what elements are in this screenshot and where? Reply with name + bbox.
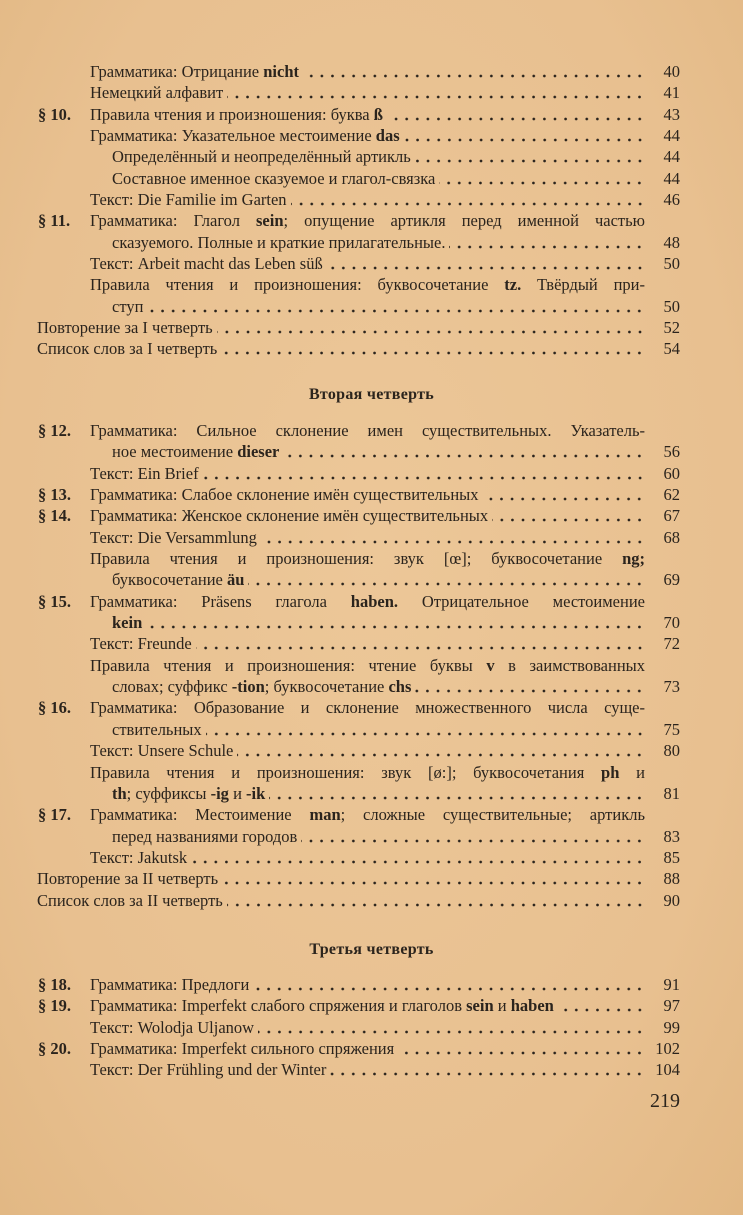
entry-text-bold: sein — [466, 996, 494, 1016]
paragraph-number: § 18. — [38, 975, 71, 994]
toc-entry-continuation — [0, 719, 743, 740]
entry-text-bold: tz. — [504, 275, 522, 295]
toc-entry — [0, 274, 743, 295]
entry-title — [112, 676, 645, 697]
entry-text-part: Правила чтения и произношения: буквосочетание — [90, 275, 505, 295]
entry-text-part: ступ — [112, 296, 144, 316]
entry-title — [112, 168, 645, 189]
entry-text-part: ное местоимение — [112, 442, 238, 462]
entry-text-part: ствительных — [112, 719, 202, 739]
entry-text — [112, 569, 244, 590]
entry-text-bold: kein — [112, 613, 143, 633]
entry-page-number: 104 — [655, 1060, 680, 1080]
toc-entry — [0, 253, 743, 274]
entry-text-part: и — [493, 996, 511, 1016]
toc-entry-continuation — [0, 569, 743, 590]
dot-leader — [203, 463, 645, 484]
entry-text-part: Грамматика: Предлоги — [90, 975, 250, 994]
dot-leader — [330, 1059, 645, 1080]
entry-text-part: сказуемого. Полные и краткие прилагательные. — [112, 232, 446, 252]
toc-entry — [0, 484, 743, 505]
entry-text-bold: -ik — [246, 783, 266, 803]
entry-text — [90, 189, 287, 210]
entry-text-bold: nicht — [263, 62, 300, 81]
entry-page-number: 99 — [663, 1017, 680, 1037]
paragraph-number: § 10. — [38, 104, 71, 124]
entry-page-number: 41 — [663, 83, 680, 103]
toc-entry — [0, 591, 743, 612]
entry-text — [90, 1059, 326, 1080]
entry-text — [90, 633, 192, 654]
entry-text-bold: das — [375, 126, 400, 146]
toc-entry — [0, 527, 743, 548]
entry-text-bold: v — [486, 655, 495, 675]
entry-title — [90, 210, 645, 231]
entry-text-part: Правила чтения и произношения: звук [ø:]; буквосочетания — [90, 762, 602, 782]
entry-title — [37, 317, 645, 338]
entry-text — [90, 104, 383, 125]
toc-entry — [0, 168, 743, 189]
dot-leader — [415, 676, 645, 697]
toc-entry-continuation — [0, 676, 743, 697]
entry-text — [90, 1017, 254, 1038]
entry-page-number: 62 — [663, 485, 680, 505]
toc-section-first-quarter-end — [0, 61, 743, 360]
entry-title — [112, 569, 645, 590]
toc-entry-continuation — [0, 232, 743, 253]
dot-leader — [258, 1017, 645, 1038]
entry-text-part: Грамматика: Глагол — [90, 211, 256, 231]
entry-text-part: Повторение за II четверть — [37, 869, 219, 889]
entry-title — [90, 591, 645, 612]
toc-entry — [0, 1038, 743, 1059]
paragraph-number: § 14. — [38, 506, 71, 526]
entry-page-number: 73 — [663, 677, 680, 697]
dot-leader — [449, 232, 645, 253]
toc-entry-continuation — [0, 296, 743, 317]
entry-text-part: Грамматика: Указательное местоимение — [90, 126, 376, 146]
entry-text-part: Грамматика: Сильное склонение имен существительных. Указатель- — [90, 421, 645, 440]
entry-page-number: 60 — [663, 463, 680, 483]
entry-text — [112, 296, 143, 317]
toc-section-second-quarter — [0, 386, 743, 911]
entry-text — [90, 847, 187, 868]
toc-entry — [0, 847, 743, 868]
toc-entry — [0, 868, 743, 889]
entry-text-part: Грамматика: Слабое склонение имён существительных — [90, 485, 479, 505]
toc-entry — [0, 633, 743, 654]
entry-text — [112, 783, 265, 804]
entry-text — [112, 719, 202, 740]
toc-entry-continuation — [0, 441, 743, 462]
toc-entry — [0, 804, 743, 825]
entry-title — [90, 484, 645, 505]
entry-page-number: 85 — [663, 847, 680, 867]
entry-title — [112, 612, 645, 633]
entry-text — [37, 317, 213, 338]
paragraph-number: § 16. — [38, 698, 71, 718]
entry-title — [90, 505, 645, 526]
entry-title — [112, 146, 645, 167]
entry-text-part: в заимствованных — [494, 655, 645, 675]
toc-entry — [0, 82, 743, 103]
entry-text-part: Грамматика: Imperfekt слабого спряжения и глаголов — [90, 996, 467, 1016]
entry-text — [90, 505, 488, 526]
entry-page-number: 40 — [663, 62, 680, 81]
entry-text — [37, 868, 218, 889]
entry-page-number: 44 — [663, 147, 680, 167]
dot-leader — [482, 484, 645, 505]
toc-entry — [0, 890, 743, 911]
entry-title — [90, 1017, 645, 1038]
toc-entry — [0, 655, 743, 676]
entry-page-number: 97 — [663, 996, 680, 1016]
section-heading: Вторая четверть — [308, 386, 435, 403]
entry-text-bold: chs — [388, 677, 412, 697]
dot-leader — [196, 633, 645, 654]
entry-title — [90, 633, 645, 654]
entry-text-part: словах; суффикс — [112, 677, 232, 697]
entry-title — [90, 995, 645, 1016]
entry-page-number: 46 — [663, 190, 680, 210]
toc-entry — [0, 104, 743, 125]
entry-text-part: Отрицательное местоимение — [398, 591, 645, 611]
entry-title — [90, 82, 645, 103]
entry-title — [90, 974, 645, 995]
toc-entry — [0, 317, 743, 338]
entry-page-number: 81 — [663, 783, 680, 803]
entry-text-bold: ng; — [622, 549, 645, 569]
entry-text-part: Текст: Unsere Schule — [90, 741, 234, 761]
paragraph-number: § 17. — [38, 805, 71, 825]
entry-title — [90, 655, 645, 676]
entry-title — [90, 189, 645, 210]
entry-text — [90, 655, 645, 676]
entry-text — [90, 420, 645, 441]
entry-text-part: ; суффиксы — [126, 783, 211, 803]
entry-text — [112, 146, 411, 167]
paragraph-number: § 12. — [38, 421, 71, 440]
paragraph-number: § 13. — [38, 485, 71, 505]
entry-text — [90, 484, 478, 505]
entry-text-part: ; опущение артикля перед именной частью — [283, 211, 645, 231]
entry-title — [90, 274, 645, 295]
toc-entry — [0, 697, 743, 718]
entry-text — [90, 527, 257, 548]
entry-text-part: ; буквосочетание — [264, 677, 389, 697]
entry-title — [90, 762, 645, 783]
dot-leader — [222, 868, 645, 889]
entry-text — [90, 125, 400, 146]
entry-title — [90, 61, 645, 82]
entry-text — [112, 612, 142, 633]
entry-text — [37, 338, 217, 359]
dot-leader — [415, 146, 645, 167]
entry-title — [90, 527, 645, 548]
entry-text — [90, 548, 645, 569]
dot-leader — [227, 82, 645, 103]
entry-text-part: Текст: Die Familie im Garten — [90, 190, 287, 210]
entry-text — [90, 740, 233, 761]
dot-leader — [221, 338, 645, 359]
toc-entry — [0, 548, 743, 569]
dot-leader — [404, 125, 645, 146]
entry-text-part: перед названиями городов — [112, 826, 298, 846]
entry-text-part: буквосочетание — [112, 570, 227, 590]
entry-page-number: 69 — [663, 570, 680, 590]
toc-entry — [0, 338, 743, 359]
entry-title — [37, 338, 645, 359]
dot-leader — [248, 569, 645, 590]
entry-title — [112, 719, 645, 740]
entry-text-part: Грамматика: Образование и склонение множественного числа суще- — [90, 698, 645, 718]
entry-page-number: 75 — [663, 719, 680, 739]
entry-text — [90, 463, 199, 484]
entry-text-part: Грамматика: Отрицание — [90, 62, 264, 81]
entry-text — [112, 168, 435, 189]
dot-leader — [398, 1038, 645, 1059]
entry-page-number: 50 — [663, 254, 680, 274]
entry-title — [90, 1038, 645, 1059]
entry-text-part: и — [619, 762, 645, 782]
toc-entry — [0, 463, 743, 484]
entry-title — [90, 125, 645, 146]
entry-text — [90, 697, 645, 718]
section-heading: Третья четверть — [309, 941, 434, 958]
entry-text-part: Грамматика: Женское склонение имён существительных — [90, 506, 489, 526]
dot-leader — [227, 890, 645, 911]
toc-entry — [0, 61, 743, 82]
toc-entry-continuation — [0, 783, 743, 804]
entry-text — [37, 890, 223, 911]
dot-leader — [237, 740, 645, 761]
dot-leader — [206, 719, 645, 740]
entry-page-number: 43 — [663, 104, 680, 124]
entry-page-number: 67 — [663, 506, 680, 526]
entry-title — [90, 463, 645, 484]
entry-text-part: Текст: Arbeit macht das Leben süß — [90, 254, 323, 274]
entry-page-number: 54 — [663, 339, 680, 359]
entry-text-bold: -ig — [210, 783, 229, 803]
entry-page-number: 52 — [663, 318, 680, 338]
entry-text — [90, 591, 645, 612]
entry-text-bold: man — [309, 805, 341, 825]
dot-leader — [291, 189, 645, 210]
dot-leader — [327, 253, 645, 274]
dot-leader — [387, 104, 645, 125]
entry-page-number: 91 — [663, 975, 680, 994]
entry-text-part: Текст: Ein Brief — [90, 463, 199, 483]
entry-page-number: 44 — [663, 126, 680, 146]
entry-text — [90, 210, 645, 231]
entry-title — [112, 826, 645, 847]
paragraph-number: § 11. — [38, 211, 71, 231]
entry-text-bold: haben — [510, 996, 554, 1016]
toc-entry-continuation — [0, 612, 743, 633]
entry-text-part: Грамматика: Präsens глагола — [90, 591, 351, 611]
entry-text — [112, 826, 297, 847]
entry-title — [90, 847, 645, 868]
entry-text-part: Твёрдый при- — [521, 275, 645, 295]
entry-page-number: 102 — [655, 1039, 680, 1059]
toc-entry — [0, 420, 743, 441]
dot-leader — [191, 847, 645, 868]
entry-title — [90, 1059, 645, 1080]
entry-title — [90, 804, 645, 825]
dot-leader — [217, 317, 645, 338]
entry-text-part: Текст: Freunde — [90, 634, 192, 654]
dot-leader — [301, 826, 645, 847]
entry-text-part: Повторение за I четверть — [37, 318, 213, 338]
toc-entry — [0, 146, 743, 167]
entry-page-number: 72 — [663, 634, 680, 654]
entry-text-part: Список слов за II четверть — [37, 890, 223, 910]
entry-text-bold: äu — [226, 570, 245, 590]
entry-text — [112, 676, 411, 697]
entry-text — [112, 232, 445, 253]
entry-text-part: Правила чтения и произношения: звук [œ]; буквосочетание — [90, 549, 623, 569]
entry-text — [90, 61, 299, 82]
entry-text — [90, 253, 323, 274]
entry-title — [112, 296, 645, 317]
entry-page-number: 88 — [663, 869, 680, 889]
dot-leader — [283, 441, 645, 462]
entry-title — [37, 868, 645, 889]
dot-leader — [492, 505, 645, 526]
dot-leader — [147, 296, 645, 317]
dot-leader — [261, 527, 645, 548]
paragraph-number: § 19. — [38, 996, 71, 1016]
entry-page-number: 48 — [663, 232, 680, 252]
entry-text-part: Текст: Jakutsk — [90, 847, 188, 867]
entry-text-part: Список слов за I четверть — [37, 339, 218, 359]
entry-page-number: 90 — [663, 890, 680, 910]
entry-page-number: 68 — [663, 527, 680, 547]
entry-page-number: 80 — [663, 741, 680, 761]
entry-text — [90, 1038, 394, 1059]
entry-title — [90, 548, 645, 569]
entry-text-part: Правила чтения и произношения: буква — [90, 104, 374, 124]
entry-text-bold: ph — [601, 762, 620, 782]
toc-entry — [0, 505, 743, 526]
entry-title — [112, 232, 645, 253]
paragraph-number: § 20. — [38, 1039, 71, 1059]
entry-text-bold: dieser — [237, 442, 280, 462]
entry-text-part: Грамматика: Местоимение — [90, 805, 310, 825]
entry-text-part: ; сложные существительные; артикль — [340, 805, 645, 825]
entry-page-number: 83 — [663, 826, 680, 846]
entry-title — [90, 420, 645, 441]
toc-entry — [0, 1059, 743, 1080]
entry-text-bold: th — [112, 783, 127, 803]
entry-text-bold: ß — [373, 104, 383, 124]
entry-text-part: Определённый и неопределённый артикль — [112, 147, 411, 167]
toc-entry — [0, 125, 743, 146]
toc-entry — [0, 1017, 743, 1038]
toc-entry — [0, 995, 743, 1016]
dot-leader — [303, 61, 645, 82]
entry-text-bold: sein — [255, 211, 284, 231]
toc-entry — [0, 740, 743, 761]
entry-title — [90, 740, 645, 761]
entry-title — [112, 441, 645, 462]
entry-title — [90, 697, 645, 718]
entry-page-number: 50 — [663, 296, 680, 316]
entry-text-bold: haben. — [350, 591, 398, 611]
toc-entry — [0, 189, 743, 210]
entry-text-part: Немецкий алфавит — [90, 83, 224, 103]
entry-text-part: и — [228, 783, 247, 803]
entry-text — [90, 995, 554, 1016]
page-number: 219 — [650, 1090, 680, 1112]
entry-title — [90, 104, 645, 125]
entry-text-part: Грамматика: Imperfekt сильного спряжения — [90, 1039, 395, 1059]
toc-entry — [0, 210, 743, 231]
toc-entry-continuation — [0, 826, 743, 847]
entry-page-number: 56 — [663, 442, 680, 462]
entry-text-part: Текст: Die Versammlung — [90, 527, 257, 547]
entry-text-part: Текст: Der Frühling und der Winter — [90, 1060, 327, 1080]
entry-text — [90, 82, 223, 103]
entry-text-part: Правила чтения и произношения: чтение буквы — [90, 655, 487, 675]
toc-entry — [0, 974, 743, 995]
entry-text — [90, 274, 645, 295]
entry-title — [90, 253, 645, 274]
entry-text-part: Составное именное сказуемое и глагол-связка — [112, 168, 436, 188]
entry-text — [90, 804, 645, 825]
entry-title — [37, 890, 645, 911]
entry-text-bold: -tion — [231, 677, 265, 697]
entry-text — [90, 762, 645, 783]
entry-title — [112, 783, 645, 804]
dot-leader — [558, 995, 645, 1016]
entry-text — [112, 441, 279, 462]
dot-leader — [439, 168, 645, 189]
dot-leader — [253, 974, 645, 995]
entry-page-number: 70 — [663, 613, 680, 633]
entry-page-number: 44 — [663, 168, 680, 188]
paragraph-number: § 15. — [38, 591, 71, 611]
entry-text-part: Текст: Wolodja Uljanow — [90, 1017, 255, 1037]
dot-leader — [269, 783, 645, 804]
dot-leader — [146, 612, 645, 633]
entry-text — [90, 974, 249, 995]
toc-section-third-quarter — [0, 941, 743, 1081]
toc-entry — [0, 762, 743, 783]
